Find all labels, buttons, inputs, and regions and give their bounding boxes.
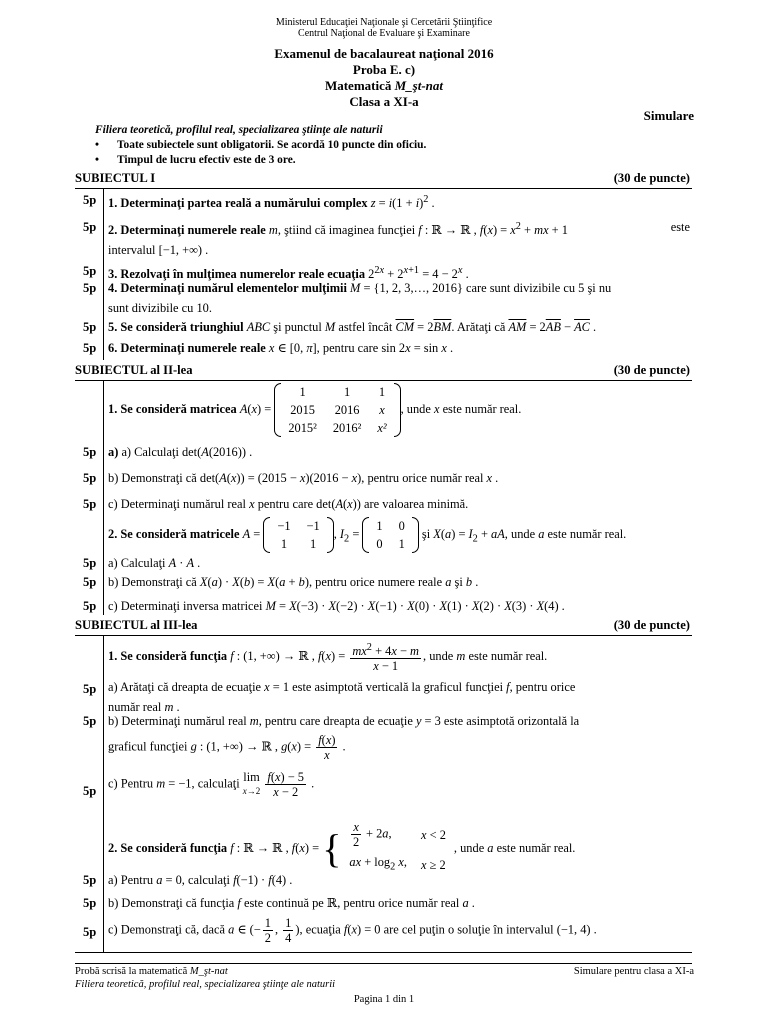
matrix-a2: −1 −1 1 1 <box>263 517 333 553</box>
simulare-label: Simulare <box>643 108 694 123</box>
page-number: Pagina 1 din 1 <box>353 994 415 1005</box>
score: 5p <box>83 341 97 355</box>
score: 5p <box>83 575 97 589</box>
question-2-2a: a) Calculaţi A · A . <box>108 556 201 570</box>
footer-left-1: Probă scrisă la matematică M_şt-nat <box>75 966 228 977</box>
section-title-1: SUBIECTUL I (30 de puncte) <box>75 171 690 185</box>
instruction-bullet: • Timpul de lucru efectiv este de 3 ore. <box>95 154 296 166</box>
section-rule <box>75 952 692 953</box>
section-rule <box>75 380 692 381</box>
question-3-2a: a) Pentru a = 0, calculaţi f(−1) · f(4) . <box>108 873 293 887</box>
score: 5p <box>83 264 97 278</box>
section-title-2: SUBIECTUL al II-lea (30 de puncte) <box>75 363 690 377</box>
problem-2-1: 1. Se consideră matricea A(x) = 1 1 1 2015 2016 x 2015² 2016² x² , unde x este număr real. <box>108 385 522 435</box>
proba-title: Proba E. c) <box>352 62 416 77</box>
score: 5p <box>83 320 97 334</box>
footer-left-2: Filiera teoretică, profilul real, specializarea ştiinţe ale naturii <box>75 979 336 990</box>
score: 5p <box>83 873 97 887</box>
question-1-4: 4. Determinaţi numărul elementelor mulţimii M = {1, 2, 3,…, 2016} care sunt divizibile cu 5 şi nu sunt divizibile cu 10. <box>108 281 612 315</box>
matrix-a: 1 1 1 2015 2016 x 2015² 2016² x² <box>274 383 400 437</box>
score: 5p <box>83 925 97 939</box>
score: 5p <box>83 784 97 798</box>
question-1-3: 3. Rezolvaţi în mulţimea numerelor reale ecuaţia $2^{2x} + 2^{x+1} = 4 - 2^x$ . <box>108 265 469 282</box>
matrix-identity: 1 0 0 1 <box>362 517 418 553</box>
score: 5p <box>83 497 97 511</box>
score: 5p <box>83 445 97 459</box>
ministry-name: Ministerul Educaţiei Naţionale şi Cercetării Ştiinţifice <box>275 17 493 28</box>
center-name: Centrul Naţional de Evaluare şi Examinare <box>298 28 470 39</box>
filiera-line: Filiera teoretică, profilul real, specializarea ştiinţe ale naturii <box>95 124 383 136</box>
score: 5p <box>83 682 97 696</box>
instruction-bullet: • Toate subiectele sunt obligatorii. Se acordă 10 puncte din oficiu. <box>95 139 427 151</box>
question-1-5: 5. Se consideră triunghiul ABC şi punctul M astfel încât CM = 2BM. Arătaţi că AM = 2AB − AC . <box>108 320 597 334</box>
question-1-1: 1. Determinaţi partea reală a numărului complex $z = i(1 + i)^2$ . <box>108 194 435 211</box>
section-rule <box>75 635 692 636</box>
score: 5p <box>83 556 97 570</box>
score: 5p <box>83 281 97 295</box>
question-2-1a: a) a) Calculaţi det(A(2016)) . <box>108 445 253 459</box>
subject-title: Matematică M_şt-nat <box>324 78 444 93</box>
score: 5p <box>83 220 97 234</box>
footer-rule <box>75 963 692 964</box>
question-3-1b-cont: graficul funcţiei g : (1, +∞) → ℝ , g(x) = $\frac{f(x)}{x}$ . <box>108 733 346 762</box>
score-column-rule <box>103 380 104 615</box>
section-rule <box>75 188 692 189</box>
question-2-2c: c) Determinaţi inversa matricei M = X(−3) · X(−2) · X(−1) · X(0) · X(1) · X(2) · X(3) · X(4) . <box>108 599 565 613</box>
score: 5p <box>83 193 97 207</box>
exam-title: Examenul de bacalaureat naţional 2016 <box>274 46 494 61</box>
score: 5p <box>83 599 97 613</box>
question-3-1b: b) Determinaţi numărul real m, pentru care dreapta de ecuaţie y = 3 este asimptotă orizontală la <box>108 714 580 728</box>
section-title-3: SUBIECTUL al III-lea (30 de puncte) <box>75 618 690 632</box>
problem-2-2: 2. Se consideră matricele A = −1 −1 1 1 , $I_2$ = 1 0 0 1 şi $X(a) = I_2$ + aA, unde a este număr real. <box>108 519 627 551</box>
score: 5p <box>83 471 97 485</box>
question-2-2b: b) Demonstraţi că X(a) · X(b) = X(a + b), pentru orice numere reale a şi b . <box>108 575 479 589</box>
score-column-rule <box>103 635 104 952</box>
problem-3-2: 2. Se consideră funcţia f : ℝ → ℝ , f(x) = { $\frac{x}{2}$ + 2a, x < 2 ax + $\log_2 x$, x ≥ 2, unde a este număr real. <box>108 820 576 873</box>
question-2-1b: b) Demonstraţi că det(A(x)) = (2015 − x)(2016 − x), pentru orice număr real x . <box>108 471 499 485</box>
score-column-rule <box>103 188 104 360</box>
grade-title: Clasa a XI-a <box>349 94 419 109</box>
question-1-2: 2. Determinaţi numerele reale m, ştiind că imaginea funcţiei f : ℝ → ℝ , $f(x) = x^2$ + mx + 1 este intervalul [−1, +∞) . <box>108 220 690 258</box>
question-3-1c: c) Pentru m = −1, calculaţi lim x→2 $\frac{f(x) - 5}{x - 2}$ . <box>108 770 315 799</box>
score: 5p <box>83 896 97 910</box>
footer-right: Simulare pentru clasa a XI-a <box>573 966 694 977</box>
question-3-1a: a) Arătaţi că dreapta de ecuaţie x = 1 este asimptotă verticală la graficul funcţiei f, pentru orice număr real m . <box>108 680 576 714</box>
question-1-6: 6. Determinaţi numerele reale x ∈ [0, π], pentru care sin 2x = sin x . <box>108 341 454 355</box>
question-2-1c: c) Determinaţi numărul real x pentru care det(A(x)) are valoarea minimă. <box>108 497 469 511</box>
score: 5p <box>83 714 97 728</box>
problem-3-1: 1. Se consideră funcţia f : (1, +∞) → ℝ , f(x) = $\frac{mx^2 + 4x - m}{x - 1}$ , unde m este număr real. <box>108 642 548 674</box>
question-3-2b: b) Demonstraţi că funcţia f este continuă pe ℝ, pentru orice număr real a . <box>108 896 475 910</box>
question-3-2c: c) Demonstraţi că, dacă a ∈ (− $\frac{1}{2}$ , $\frac{1}{4}$ ), ecuaţia f(x) = 0 are cel puţin o soluţie în intervalul (−1, 4) . <box>108 916 597 945</box>
